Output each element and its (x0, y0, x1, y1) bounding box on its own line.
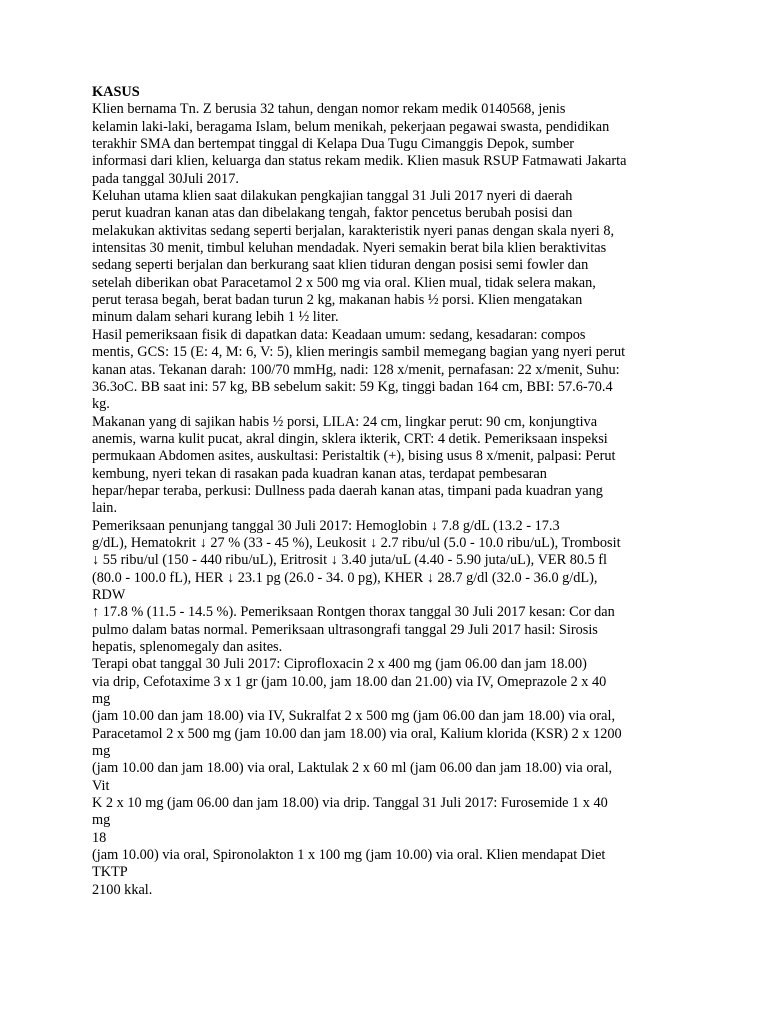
text-line: lain. (92, 500, 118, 517)
text-line: perut terasa begah, berat badan turun 2 kg, makanan habis ½ porsi. Klien mengatakan (92, 292, 583, 309)
text-line: Keluhan utama klien saat dilakukan pengkajian tanggal 31 Juli 2017 nyeri di daerah (92, 188, 573, 205)
text-line: (jam 10.00 dan jam 18.00) via oral, Laktulak 2 x 60 ml (jam 06.00 dan jam 18.00) via oral, (92, 760, 613, 777)
text-line: TKTP (92, 864, 128, 881)
text-line: Terapi obat tanggal 30 Juli 2017: Ciprofloxacin 2 x 400 mg (jam 06.00 dan jam 18.00) (92, 656, 587, 673)
text-line: terakhir SMA dan bertempat tinggal di Kelapa Dua Tugu Cimanggis Depok, sumber (92, 136, 575, 153)
text-line: mg (92, 691, 111, 708)
text-line: Hasil pemeriksaan fisik di dapatkan data: Keadaan umum: sedang, kesadaran: compos (92, 326, 586, 343)
text-line: permukaan Abdomen asites, auskultasi: Peristaltik (+), bising usus 8 x/menit, palpasi: Perut (92, 448, 616, 465)
text-line: sedang seperti berjalan dan berkurang saat klien tiduran dengan posisi semi fowler dan (92, 257, 589, 274)
text-line: informasi dari klien, keluarga dan status rekam medik. Klien masuk RSUP Fatmawati Jakarta (92, 153, 627, 170)
text-line: pada tanggal 30Juli 2017. (92, 170, 239, 187)
text-line: 18 (92, 829, 107, 846)
text-line: setelah diberikan obat Paracetamol 2 x 500 mg via oral. Klien mual, tidak selera makan, (92, 274, 596, 291)
text-line: intensitas 30 menit, timbul keluhan mendadak. Nyeri semakin berat bila klien beraktivitas (92, 240, 607, 257)
text-line: mg (92, 743, 111, 760)
text-line: hepatis, splenomegaly dan asites. (92, 639, 283, 655)
text-line: anemis, warna kulit pucat, akral dingin, sklera ikterik, CRT: 4 detik. Pemeriksaan inspeksi (92, 430, 608, 447)
text-line: RDW (92, 586, 126, 603)
text-line: mentis, GCS: 15 (E: 4, M: 6, V: 5), klien meringis sambil memegang bagian yang nyeri perut (92, 344, 626, 361)
text-line: kembung, nyeri tekan di rasakan pada kuadran kanan atas, terdapat pembesaran (92, 465, 547, 482)
text-line: Vit (92, 777, 110, 794)
text-line: via drip, Cefotaxime 3 x 1 gr (jam 10.00, jam 18.00 dan 21.00) via IV, Omeprazole 2 x 40 (92, 673, 607, 690)
text-line: Klien bernama Tn. Z berusia 32 tahun, dengan nomor rekam medik 0140568, jenis (92, 101, 566, 118)
document-body (92, 101, 712, 899)
text-line: hepar/hepar teraba, perkusi: Dullness pada daerah kanan atas, timpani pada kuadran yang (92, 482, 603, 499)
text-line: (jam 10.00 dan jam 18.00) via IV, Sukralfat 2 x 500 mg (jam 06.00 dan jam 18.00) via oral, (92, 708, 616, 725)
document-heading: KASUS (92, 84, 140, 100)
text-line: Paracetamol 2 x 500 mg (jam 10.00 dan jam 18.00) via oral, Kalium klorida (KSR) 2 x 1200 (92, 725, 622, 742)
text-line: mg (92, 812, 111, 829)
text-line: perut kuadran kanan atas dan dibelakang tengah, faktor pencetus berubah posisi dan (92, 205, 573, 222)
text-line: ↑ 17.8 % (11.5 - 14.5 %). Pemeriksaan Rontgen thorax tanggal 30 Juli 2017 kesan: Cor dan (92, 604, 615, 621)
document-page (92, 84, 712, 899)
text-line: pulmo dalam batas normal. Pemeriksaan ultrasongrafi tanggal 29 Juli 2017 hasil: Sirosis (92, 621, 598, 638)
text-line: Makanan yang di sajikan habis ½ porsi, LILA: 24 cm, lingkar perut: 90 cm, konjungtiva (92, 413, 598, 430)
text-line: g/dL), Hematokrit ↓ 27 % (33 - 45 %), Leukosit ↓ 2.7 ribu/ul (5.0 - 10.0 ribu/uL), Trombosit (92, 534, 621, 551)
text-line: melakukan aktivitas sedang seperti berjalan, karakteristik nyeri panas dengan skala nyeri 8, (92, 222, 615, 239)
text-line: kelamin laki-laki, beragama Islam, belum menikah, pekerjaan pegawai swasta, pendidikan (92, 118, 610, 135)
text-line: ↓ 55 ribu/ul (150 - 440 ribu/uL), Eritrosit ↓ 3.40 juta/uL (4.40 - 5.90 juta/uL), VER 80.5 fl (92, 552, 608, 569)
text-line: kg. (92, 396, 110, 413)
text-line: K 2 x 10 mg (jam 06.00 dan jam 18.00) via drip. Tanggal 31 Juli 2017: Furosemide 1 x 40 (92, 795, 608, 812)
text-line: (80.0 - 100.0 fL), HER ↓ 23.1 pg (26.0 - 34. 0 pg), KHER ↓ 28.7 g/dl (32.0 - 36.0 g/dL), (92, 569, 598, 586)
text-line: kanan atas. Tekanan darah: 100/70 mmHg, nadi: 128 x/menit, pernafasan: 22 x/menit, Suhu: (92, 361, 620, 378)
text-line: 2100 kkal. (92, 881, 153, 898)
text-line: (jam 10.00) via oral, Spironolakton 1 x 100 mg (jam 10.00) via oral. Klien mendapat Diet (92, 847, 606, 864)
text-line: Pemeriksaan penunjang tanggal 30 Juli 2017: Hemoglobin ↓ 7.8 g/dL (13.2 - 17.3 (92, 517, 560, 534)
text-line: 36.3oC. BB saat ini: 57 kg, BB sebelum sakit: 59 Kg, tinggi badan 164 cm, BBI: 57.6-70.4 (92, 378, 613, 395)
text-line: minum dalam sehari kurang lebih 1 ½ liter. (92, 309, 339, 326)
